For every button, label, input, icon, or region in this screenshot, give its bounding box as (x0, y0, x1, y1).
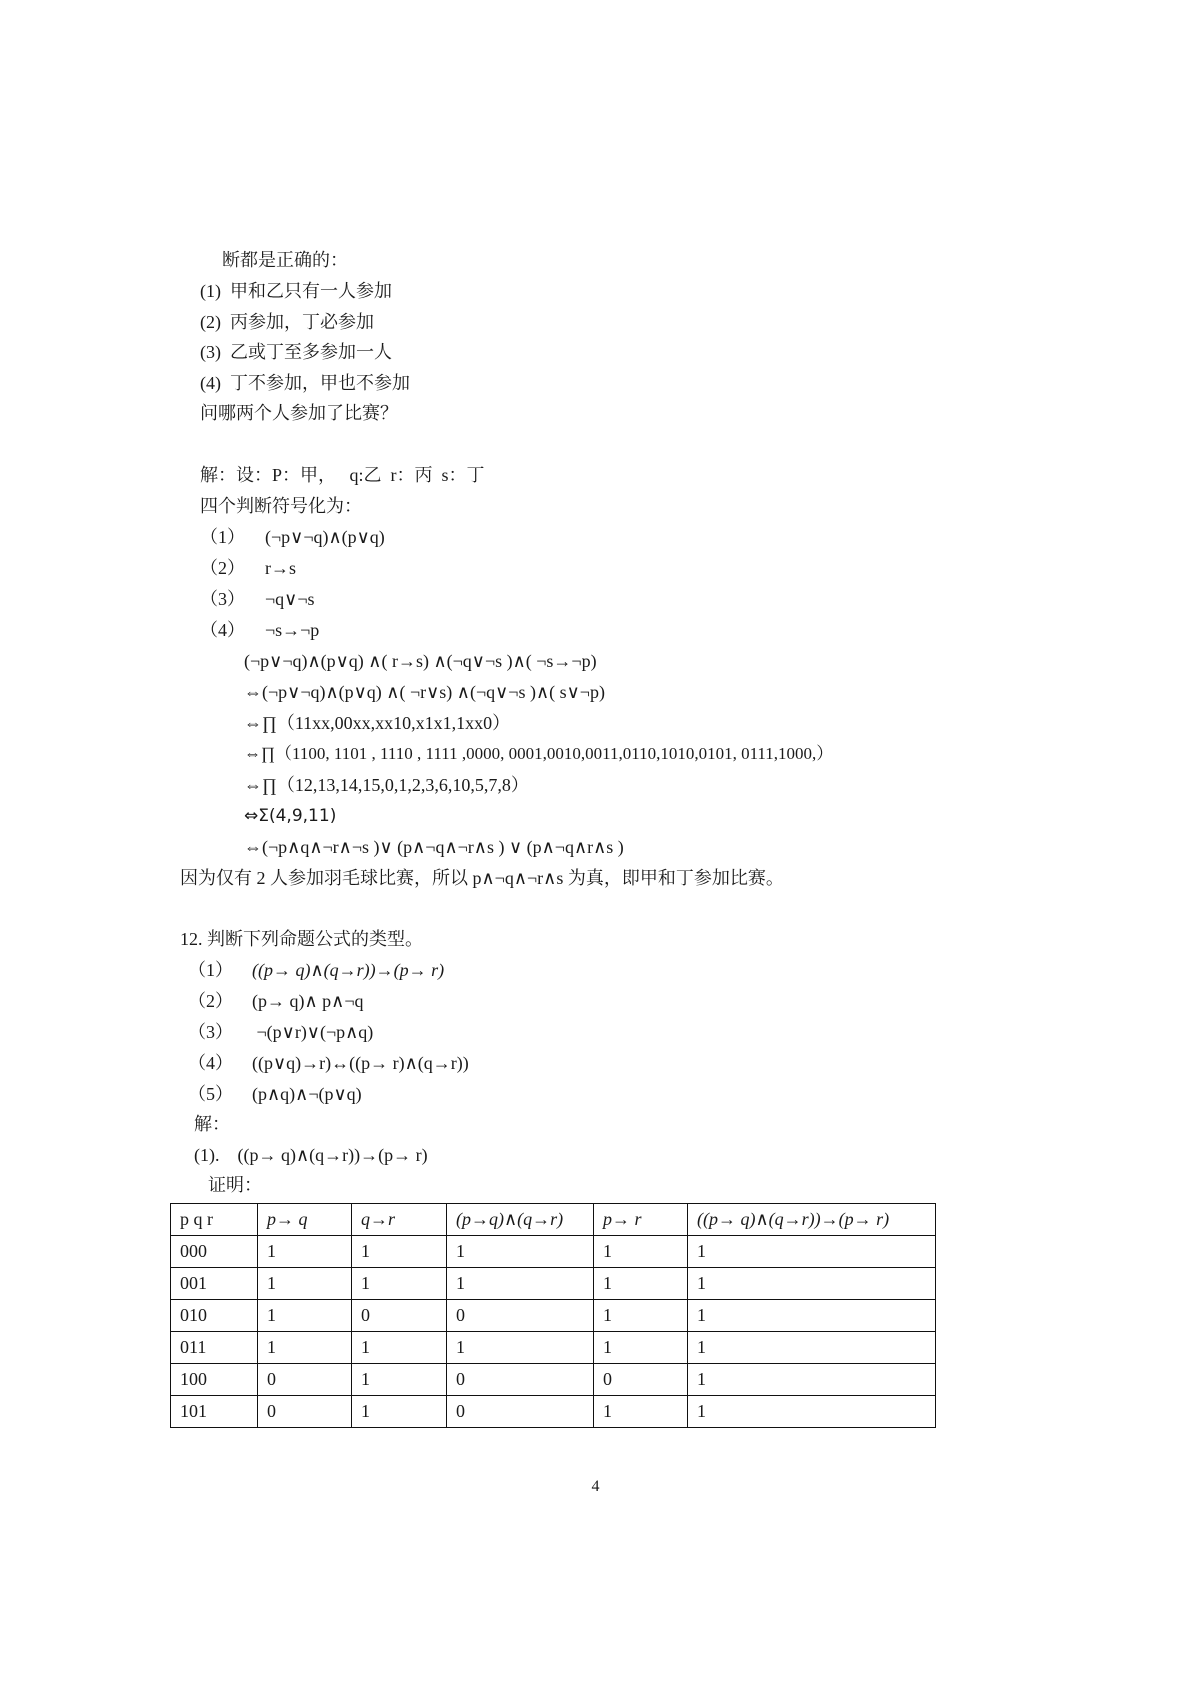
problem-item-expr: (p→ q)∧ p∧¬q (252, 991, 364, 1011)
problem-item-number: （4） (188, 1053, 233, 1073)
table-cell: 1 (594, 1236, 688, 1268)
table-cell: 1 (352, 1268, 447, 1300)
problem-item-number: （2） (188, 991, 233, 1011)
table-header-cell: q→r (352, 1204, 447, 1236)
problem-item-expr: (p∧q)∧¬(p∨q) (252, 1084, 362, 1104)
intro-item: (1) 甲和乙只有一人参加 (200, 281, 392, 301)
table-cell: 0 (447, 1396, 594, 1428)
formula-expr: (¬p∨¬q)∧(p∨q) (265, 527, 385, 547)
table-cell: 1 (352, 1332, 447, 1364)
table-cell: 1 (447, 1268, 594, 1300)
solution-conclusion: 因为仅有 2 人参加羽毛球比赛，所以 p∧¬q∧¬r∧s 为真，即甲和丁参加比赛。 (180, 868, 784, 888)
table-cell: 1 (688, 1300, 936, 1332)
solution-symbolize: 四个判断符号化为： (200, 496, 362, 516)
intro-item: (3) 乙或丁至多参加一人 (200, 342, 392, 362)
table-row (171, 1236, 936, 1268)
table-cell: 001 (171, 1268, 258, 1300)
table-header-cell: ((p→ q)∧(q→r))→(p→ r) (688, 1204, 936, 1236)
formula-number: （2） (200, 558, 245, 578)
table-cell: 1 (258, 1268, 352, 1300)
table-cell: 0 (594, 1364, 688, 1396)
table-header-cell: (p→q)∧(q→r) (447, 1204, 594, 1236)
table-header-cell: p→ q (258, 1204, 352, 1236)
table-cell: 1 (688, 1364, 936, 1396)
formula-expr: ¬s→¬p (265, 620, 320, 640)
problem-item-expr: ((p→ q)∧(q→r))→(p→ r) (252, 960, 445, 980)
table-cell: 1 (594, 1332, 688, 1364)
table-row (171, 1396, 936, 1428)
table-cell: 1 (688, 1268, 936, 1300)
table-cell: 000 (171, 1236, 258, 1268)
problem-item-expr: ¬(p∨r)∨(¬p∧q) (252, 1022, 374, 1042)
formula-expr: r→s (265, 558, 296, 578)
table-row (171, 1364, 936, 1396)
table-header-row (171, 1204, 936, 1236)
solution-setup: 解：设：P：甲， q:乙 r：丙 s：丁 (200, 465, 485, 485)
table-row (171, 1300, 936, 1332)
formula-expr: ¬q∨¬s (265, 589, 315, 609)
formula-number: （4） (200, 620, 245, 640)
problem-item-expr: ((p∨q)→r)↔((p→ r)∧(q→r)) (252, 1053, 469, 1073)
table-cell: 0 (258, 1364, 352, 1396)
table-cell: 1 (352, 1236, 447, 1268)
table-cell: 1 (258, 1300, 352, 1332)
intro-item: (2) 丙参加，丁必参加 (200, 312, 374, 332)
table-cell: 1 (594, 1268, 688, 1300)
problem-item-number: （3） (188, 1022, 233, 1042)
table-cell: 1 (447, 1332, 594, 1364)
table-cell: 1 (594, 1300, 688, 1332)
problem-item-number: （1） (188, 960, 233, 980)
problem-title: 12. 判断下列命题公式的类型。 (180, 929, 423, 949)
table-cell: 1 (688, 1332, 936, 1364)
table-cell: 1 (688, 1236, 936, 1268)
intro-item: (4) 丁不参加，甲也不参加 (200, 373, 410, 393)
formula-number: （1） (200, 527, 245, 547)
table-cell: 1 (258, 1332, 352, 1364)
table-cell: 1 (352, 1396, 447, 1428)
table-header-cell: p q r (171, 1204, 258, 1236)
table-cell: 101 (171, 1396, 258, 1428)
table-cell: 1 (352, 1364, 447, 1396)
table-header-cell: p→ r (594, 1204, 688, 1236)
table-cell: 1 (688, 1396, 936, 1428)
intro-question: 问哪两个人参加了比赛？ (200, 403, 398, 423)
derivation-step: ⇔∏（1100, 1101 , 1110 , 1111 ,0000, 0001,0010,0011,0110,1010,0101, 0111,1000,） (244, 744, 834, 763)
formula-number: （3） (200, 589, 245, 609)
table-cell: 1 (594, 1396, 688, 1428)
table-cell: 0 (447, 1300, 594, 1332)
answer-label: 解： (194, 1114, 230, 1134)
answer-subitem: (1). ((p→ q)∧(q→r))→(p→ r) (194, 1145, 428, 1165)
table-cell: 1 (447, 1236, 594, 1268)
table-row (171, 1268, 936, 1300)
derivation-step: ⇔(¬p∧q∧¬r∧¬s )∨ (p∧¬q∧¬r∧s ) ∨ (p∧¬q∧r∧s ) (244, 837, 624, 857)
problem-item-number: （5） (188, 1084, 233, 1104)
table-cell: 010 (171, 1300, 258, 1332)
table-cell: 0 (447, 1364, 594, 1396)
table-cell: 100 (171, 1364, 258, 1396)
proof-label: 证明： (208, 1175, 262, 1195)
table-cell: 0 (258, 1396, 352, 1428)
derivation-step: ⇔∏（11xx,00xx,xx10,x1x1,1xx0） (244, 713, 511, 733)
derivation-step: ⇔Σ(4,9,11) (244, 806, 337, 826)
table-cell: 011 (171, 1332, 258, 1364)
derivation-step: ⇔∏（12,13,14,15,0,1,2,3,6,10,5,7,8） (244, 775, 529, 795)
table-cell: 0 (352, 1300, 447, 1332)
derivation-step: ⇔(¬p∨¬q)∧(p∨q) ∧( ¬r∨s) ∧(¬q∨¬s )∧( s∨¬p) (244, 682, 605, 702)
intro-line: 断都是正确的： (222, 250, 348, 270)
page-number: 4 (591, 1478, 600, 1495)
truth-table (170, 1203, 936, 1428)
table-row (171, 1332, 936, 1364)
table-cell: 1 (258, 1236, 352, 1268)
derivation-step: (¬p∨¬q)∧(p∨q) ∧( r→s) ∧(¬q∨¬s )∧( ¬s→¬p) (244, 651, 597, 671)
